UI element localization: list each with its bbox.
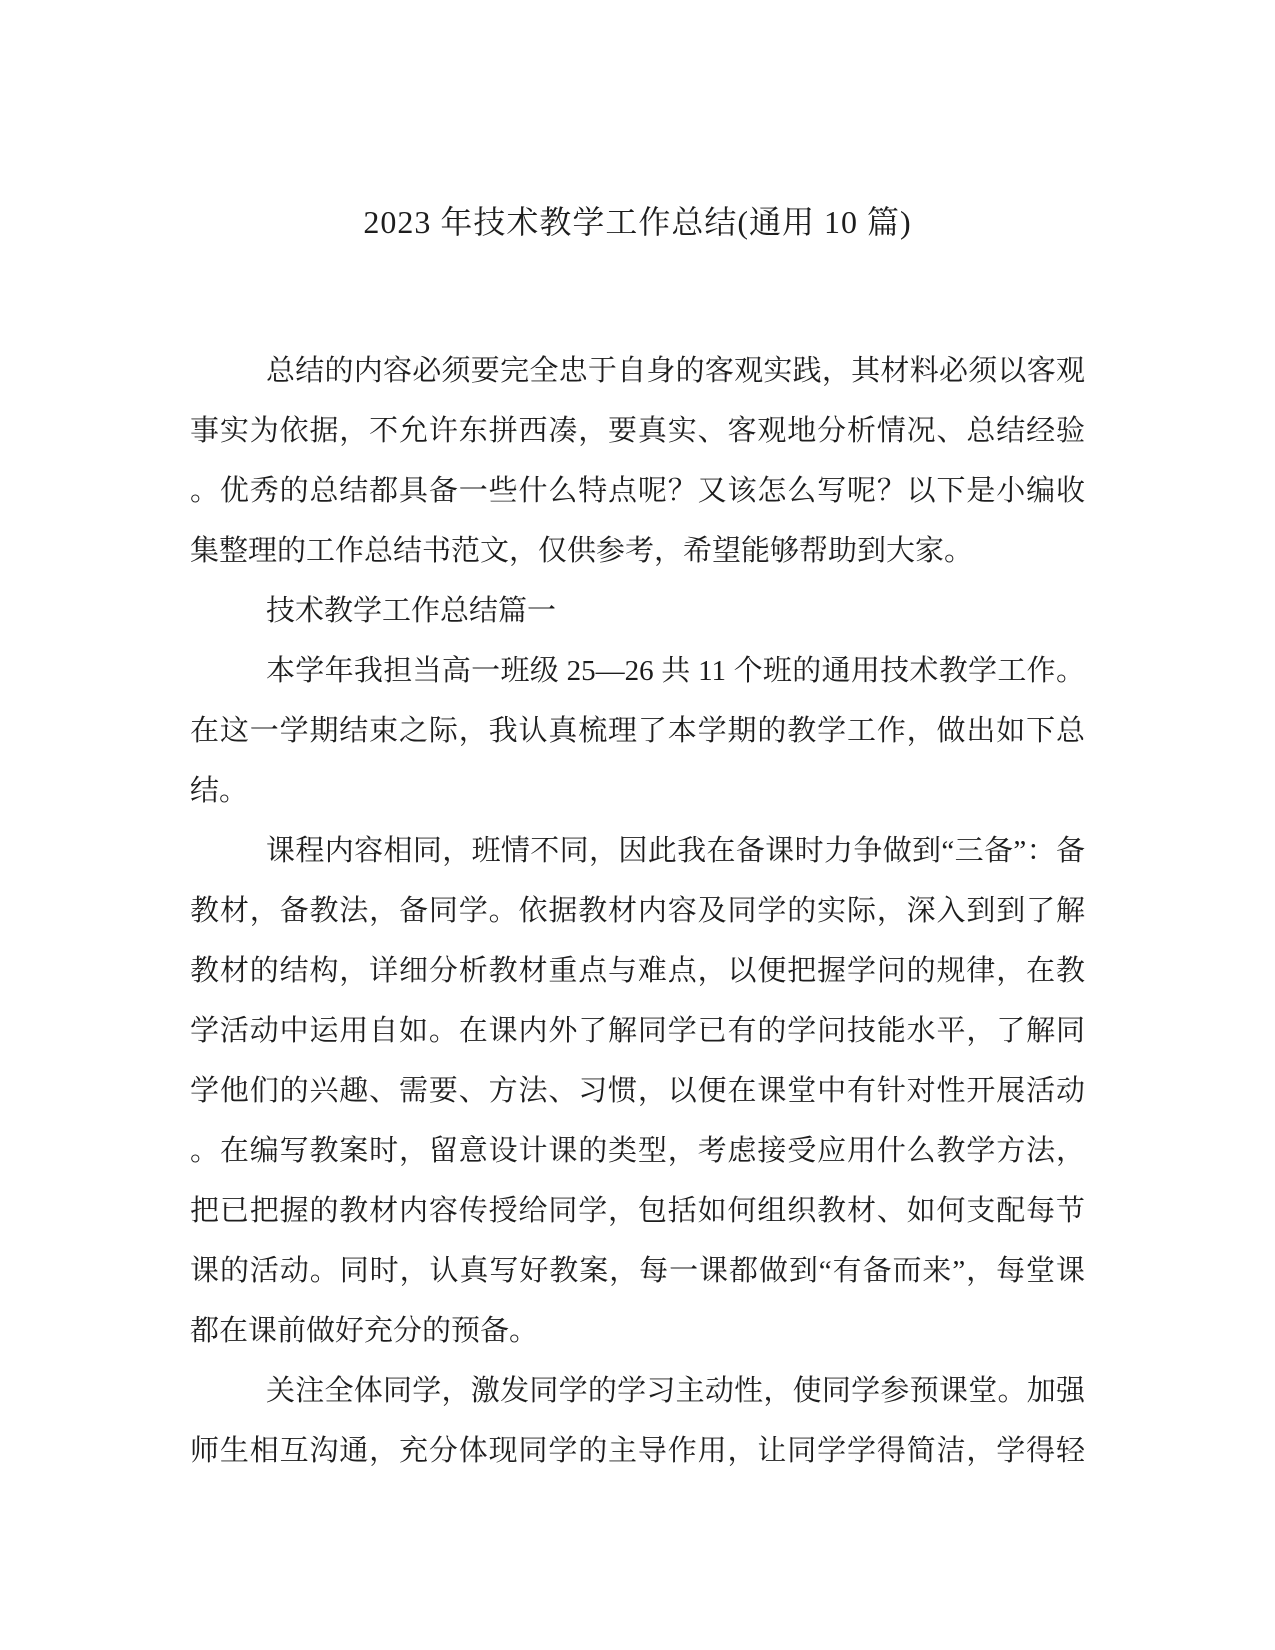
text-line: 课的活动。同时，认真写好教案，每一课都做到“有备而来”，每堂课 — [190, 1255, 1085, 1287]
text-line: 关注全体同学，激发同学的学习主动性，使同学参预课堂。加强 — [266, 1375, 1085, 1407]
text-line: 教材，备教法，备同学。依据教材内容及同学的实际，深入到到了解 — [190, 895, 1085, 927]
paragraph — [190, 341, 1085, 581]
text-line: 集整理的工作总结书范文，仅供参考，希望能够帮助到大家。 — [190, 535, 974, 567]
text-line: 教材的结构，详细分析教材重点与难点，以便把握学问的规律，在教 — [190, 955, 1085, 987]
document-title: 2023 年技术教学工作总结(通用 10 篇) — [363, 204, 912, 240]
text-line: 技术教学工作总结篇一 — [266, 595, 557, 627]
text-line: 本学年我担当高一班级 25—26 共 11 个班的通用技术教学工作。 — [266, 655, 1085, 687]
text-line: 学他们的兴趣、需要、方法、习惯，以便在课堂中有针对性开展活动 — [190, 1075, 1085, 1107]
text-line: 。优秀的总结都具备一些什么特点呢？又该怎么写呢？以下是小编收 — [190, 475, 1085, 507]
paragraph — [190, 1361, 1085, 1481]
text-line: 总结的内容必须要完全忠于自身的客观实践，其材料必须以客观 — [266, 355, 1085, 387]
text-line: 。在编写教案时，留意设计课的类型，考虑接受应用什么教学方法， — [190, 1135, 1085, 1167]
text-line: 在这一学期结束之际，我认真梳理了本学期的教学工作，做出如下总 — [190, 715, 1085, 747]
paragraph — [190, 581, 1085, 641]
text-line: 师生相互沟通，充分体现同学的主导作用，让同学学得简洁，学得轻 — [190, 1435, 1085, 1467]
text-line: 都在课前做好充分的预备。 — [190, 1315, 539, 1347]
paragraph — [190, 821, 1085, 1361]
text-line: 学活动中运用自如。在课内外了解同学已有的学问技能水平，了解同 — [190, 1015, 1085, 1047]
text-line: 课程内容相同，班情不同，因此我在备课时力争做到“三备”：备 — [266, 835, 1085, 867]
document-body — [190, 341, 1085, 1481]
paragraph — [190, 641, 1085, 821]
text-line: 把已把握的教材内容传授给同学，包括如何组织教材、如何支配每节 — [190, 1195, 1085, 1227]
text-line: 事实为依据，不允许东拼西凑，要真实、客观地分析情况、总结经验 — [190, 415, 1085, 447]
text-line: 结。 — [190, 775, 249, 807]
